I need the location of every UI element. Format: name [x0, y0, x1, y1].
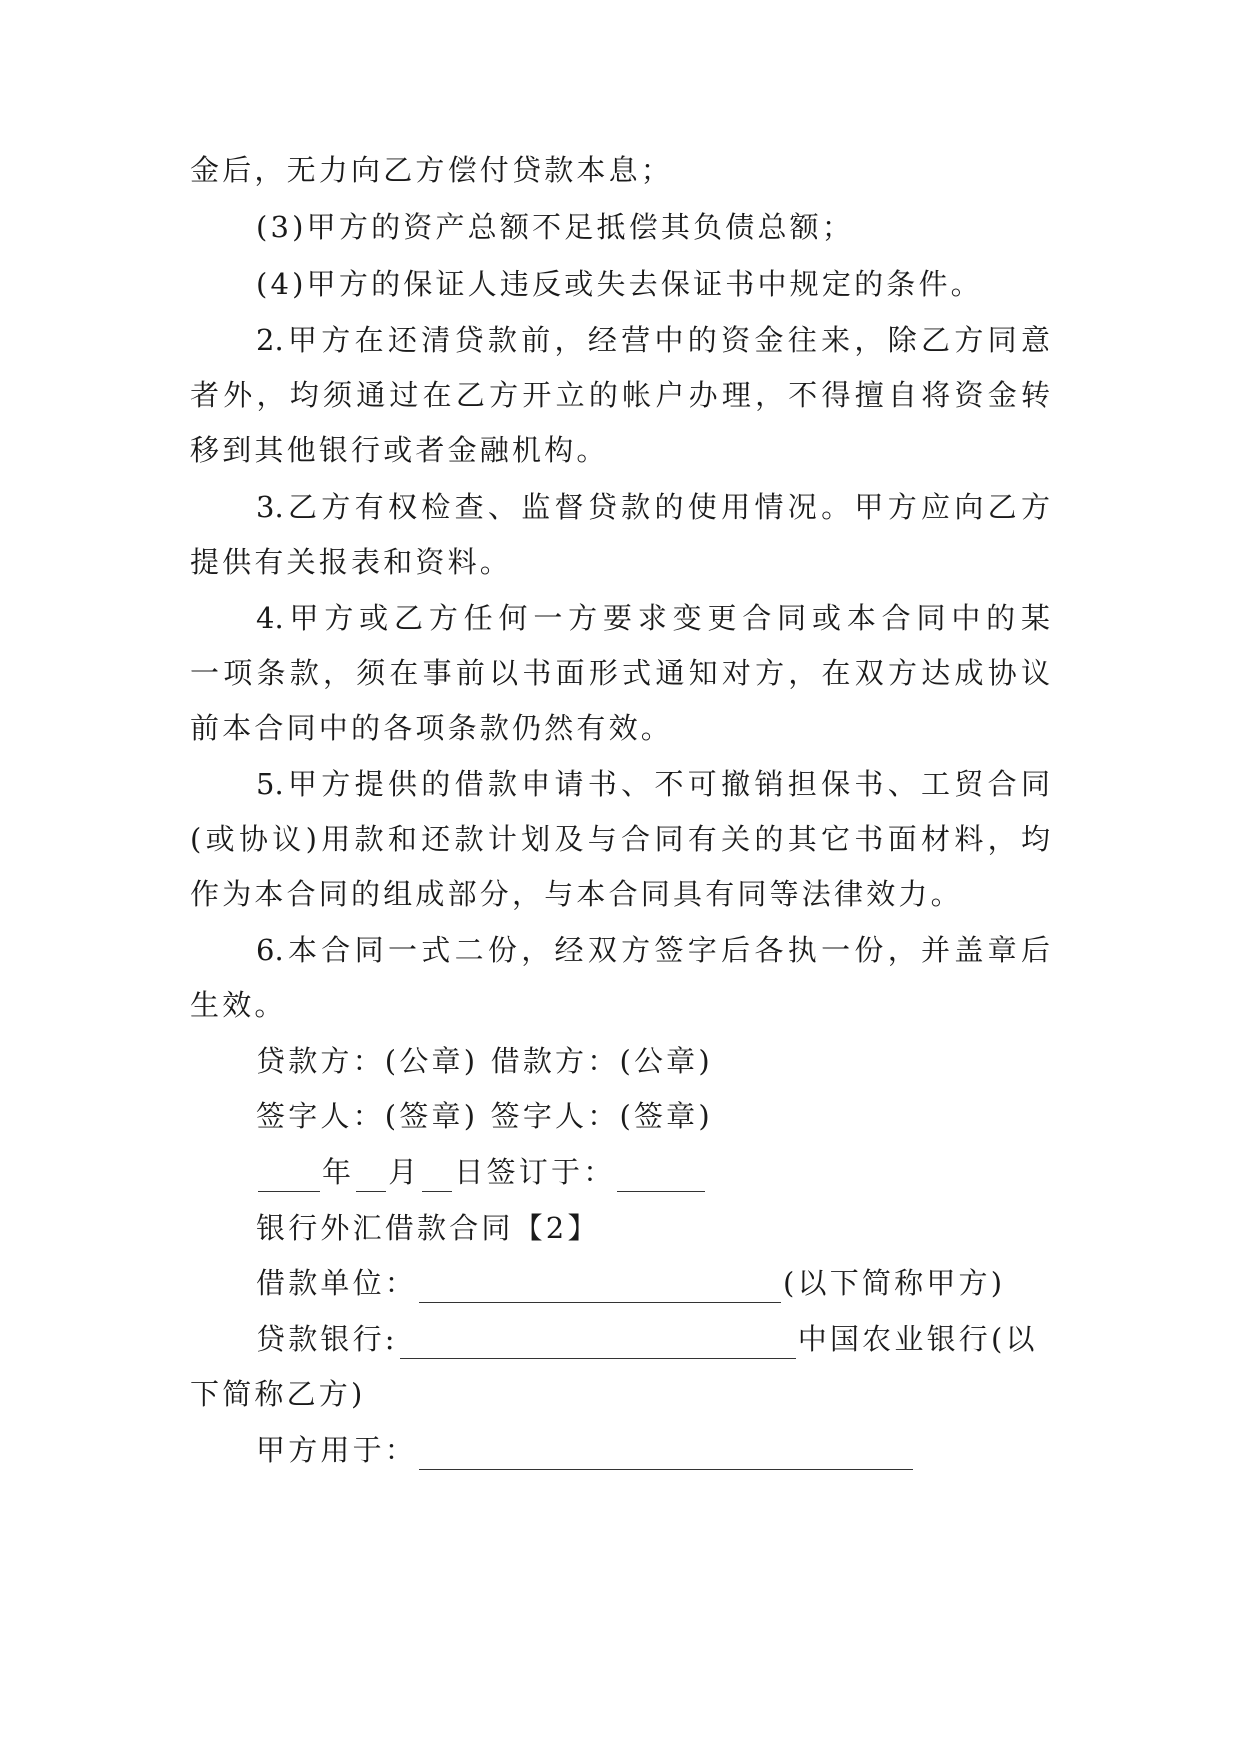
article-5-line-3: 作为本合同的组成部分，与本合同具有同等法律效力。 — [190, 877, 963, 911]
article-2-line-2: 者外，均须通过在乙方开立的帐户办理，不得擅自将资金转 — [190, 378, 1050, 412]
article-6-line-2: 生效。 — [190, 988, 287, 1022]
article-5-line-2: (或协议)用款和还款计划及与合同有关的其它书面材料，均 — [190, 822, 1050, 856]
day-blank[interactable] — [422, 1161, 452, 1192]
contract-title: 银行外汇借款合同【2】 — [256, 1211, 600, 1245]
borrower-suffix: (以下简称甲方) — [783, 1266, 1006, 1300]
usage-label: 甲方用于： — [256, 1433, 418, 1467]
paragraph-line: 金后，无力向乙方偿付贷款本息； — [190, 153, 674, 187]
article-3-line-2: 提供有关报表和资料。 — [190, 545, 513, 579]
usage-row — [256, 1430, 1116, 1470]
seal-line: 贷款方：(公章) 借款方：(公章) — [256, 1044, 713, 1078]
day-sign-label: 日签订于： — [454, 1155, 616, 1189]
borrower-blank[interactable] — [419, 1272, 781, 1303]
month-blank[interactable] — [356, 1161, 386, 1192]
month-label: 月 — [388, 1155, 421, 1189]
lender-label: 贷款银行: — [256, 1322, 398, 1356]
article-4-line-2: 一项条款，须在事前以书面形式通知对方，在双方达成协议 — [190, 656, 1050, 690]
clause-4: (4)甲方的保证人违反或失去保证书中规定的条件。 — [256, 267, 983, 301]
article-4-line-3: 前本合同中的各项条款仍然有效。 — [190, 711, 674, 745]
article-2-line-3: 移到其他银行或者金融机构。 — [190, 433, 609, 467]
article-2-line-1: 2.甲方在还清贷款前，经营中的资金往来，除乙方同意 — [256, 323, 1050, 357]
article-4-line-1: 4.甲方或乙方任何一方要求变更合同或本合同中的某 — [256, 601, 1050, 635]
lender-blank[interactable] — [400, 1328, 796, 1359]
lender-row — [256, 1319, 1116, 1359]
lender-suffix: 中国农业银行(以 — [797, 1322, 1038, 1356]
borrower-label: 借款单位： — [256, 1266, 418, 1300]
sign-place-blank[interactable] — [617, 1161, 705, 1192]
article-5-line-1: 5.甲方提供的借款申请书、不可撤销担保书、工贸合同 — [256, 767, 1050, 801]
usage-blank[interactable] — [419, 1439, 913, 1470]
signature-line: 签字人：(签章) 签字人：(签章) — [256, 1099, 713, 1133]
clause-3: (3)甲方的资产总额不足抵偿其负债总额； — [256, 210, 855, 244]
lender-continuation: 下简称乙方) — [190, 1377, 366, 1411]
article-3-line-1: 3.乙方有权检查、监督贷款的使用情况。甲方应向乙方 — [256, 490, 1050, 524]
year-label: 年 — [322, 1155, 355, 1189]
article-6-line-1: 6.本合同一式二份，经双方签字后各执一份，并盖章后 — [256, 933, 1050, 967]
borrower-row — [256, 1263, 1116, 1303]
date-line — [256, 1152, 1116, 1192]
year-blank[interactable] — [258, 1161, 320, 1192]
